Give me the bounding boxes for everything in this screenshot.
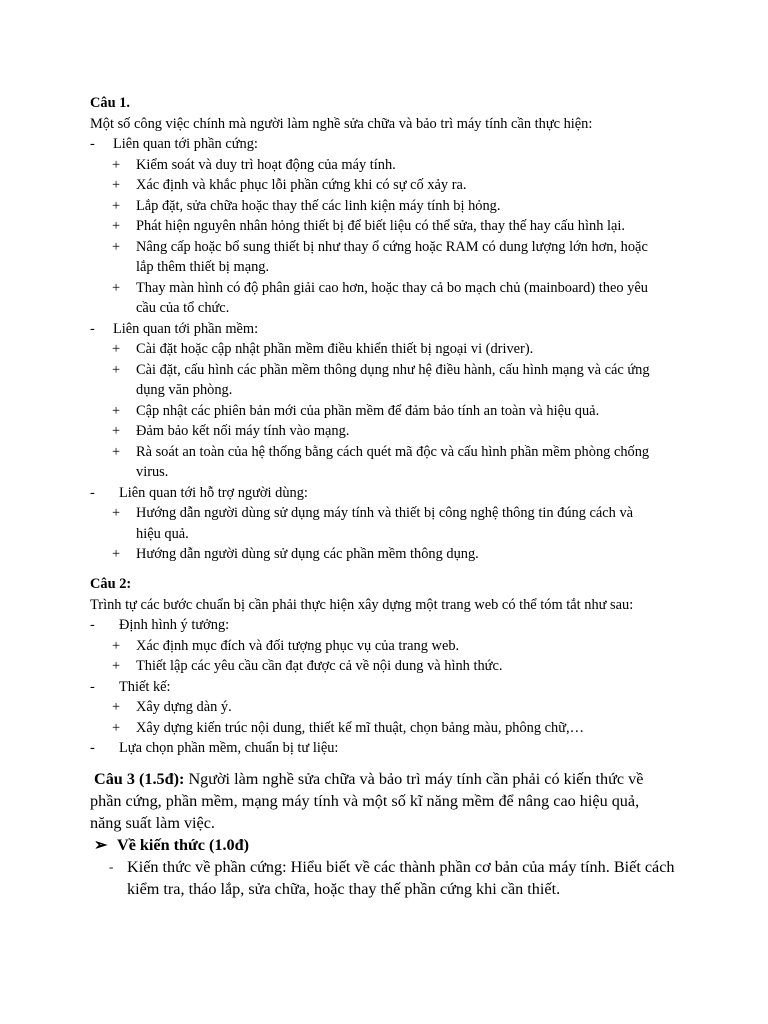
plus-bullet: + (112, 443, 121, 460)
group-label: - Liên quan tới hỗ trợ người dùng: (90, 483, 690, 504)
dash-bullet: - (90, 740, 95, 756)
list-item: + Thay màn hình có độ phân giải cao hơn, hoặc thay cả bo mạch chủ (mainboard) theo yêu (90, 278, 690, 299)
group-label: - Liên quan tới phần mềm: (90, 319, 690, 340)
plus-bullet: + (112, 637, 121, 654)
plus-bullet: + (112, 423, 121, 439)
list-item: + Thiết lập các yêu cầu cần đạt được cả về nội dung và hình thức. (90, 656, 690, 677)
question-3 (90, 768, 690, 900)
list-item: + Lắp đặt, sửa chữa hoặc thay thế các linh kiện máy tính bị hỏng. (90, 196, 690, 217)
question-2-intro: Trình tự các bước chuẩn bị cần phải thực hiện xây dựng một trang web có thể tóm tắt như sau: (90, 596, 634, 613)
list-item: + Phát hiện nguyên nhân hỏng thiết bị để biết liệu có thể sửa, thay thế hay cấu hình lại. (90, 216, 690, 237)
group-label: - Thiết kế: (90, 677, 690, 698)
list-item-continuation: dụng văn phòng. (136, 382, 233, 398)
plus-bullet: + (112, 279, 121, 296)
dash-bullet: - (90, 136, 95, 152)
plus-bullet: + (112, 177, 121, 193)
list-item: + Rà soát an toàn của hệ thống bằng cách quét mã độc và cấu hình phần mềm phòng chống (90, 442, 690, 463)
group-label: - Lựa chọn phần mềm, chuẩn bị tư liệu: (90, 738, 690, 759)
list-item-continuation: lắp thêm thiết bị mạng. (136, 259, 270, 275)
plus-bullet: + (112, 658, 121, 674)
list-item: + Hướng dẫn người dùng sử dụng máy tính và thiết bị công nghệ thông tin đúng cách và (90, 503, 690, 524)
list-item-continuation: hiệu quả. (136, 525, 189, 542)
list-item: + Đảm bảo kết nối máy tính vào mạng. (90, 421, 690, 442)
list-item-continuation: kiểm tra, tháo lắp, sửa chữa, hoặc thay thế phần cứng khi cần thiết. (127, 880, 561, 898)
list-item: + Xây dựng kiến trúc nội dung, thiết kế mĩ thuật, chọn bảng màu, phông chữ,… (90, 718, 690, 739)
dash-bullet: - (90, 484, 95, 501)
list-item: + Kiểm soát và duy trì hoạt động của máy tính. (90, 155, 690, 176)
subheading: ➢ Về kiến thức (1.0đ) (94, 836, 250, 854)
plus-bullet: + (112, 341, 121, 357)
list-item: - Kiến thức về phần cứng: Hiểu biết về các thành phần cơ bản của máy tính. Biết cách (109, 858, 675, 876)
question-1-title: Câu 1. (90, 95, 130, 111)
list-item: + Cài đặt, cấu hình các phần mềm thông dụng như hệ điều hành, cấu hình mạng và các ứng (90, 360, 690, 381)
list-item: + Hướng dẫn người dùng sử dụng các phần mềm thông dụng. (90, 544, 690, 565)
plus-bullet: + (112, 719, 121, 736)
list-item: + Xác định mục đích và đối tượng phục vụ của trang web. (90, 636, 690, 657)
list-item-continuation: virus. (136, 464, 169, 480)
list-item-continuation: cầu của tổ chức. (136, 300, 230, 316)
question-3-intro-line: năng suất làm việc. (90, 814, 215, 832)
arrow-bullet-icon: ➢ (94, 836, 108, 854)
plus-bullet: + (112, 402, 121, 419)
plus-bullet: + (112, 546, 121, 562)
group-label: - Liên quan tới phần cứng: (90, 134, 690, 155)
question-1 (90, 93, 690, 565)
plus-bullet: + (112, 197, 121, 214)
plus-bullet: + (112, 218, 121, 234)
list-item: + Xây dựng dàn ý. (90, 697, 690, 718)
question-2 (90, 574, 690, 759)
plus-bullet: + (112, 505, 121, 521)
question-1-intro: Một số công việc chính mà người làm nghề sửa chữa và bảo trì máy tính cần thực hiện: (90, 115, 593, 132)
dash-bullet: - (90, 320, 95, 337)
question-3-title: Câu 3 (1.5đ): (94, 770, 185, 788)
group-label: - Định hình ý tưởng: (90, 615, 690, 636)
list-item: + Xác định và khắc phục lỗi phần cứng khi có sự cố xảy ra. (90, 175, 690, 196)
question-3-intro-line: Câu 3 (1.5đ): Người làm nghề sửa chữa và bảo trì máy tính cần phải có kiến thức về (94, 770, 644, 788)
plus-bullet: + (112, 699, 121, 715)
question-3-intro-line: phần cứng, phần mềm, mạng máy tính và một số kĩ năng mềm để nâng cao hiệu quả, (90, 792, 640, 810)
list-item: + Cài đặt hoặc cập nhật phần mềm điều khiển thiết bị ngoại vi (driver). (90, 339, 690, 360)
dash-bullet: - (109, 859, 114, 874)
question-2-title: Câu 2: (90, 576, 132, 592)
list-item: + Cập nhật các phiên bản mới của phần mềm để đảm bảo tính an toàn và hiệu quả. (90, 401, 690, 422)
plus-bullet: + (112, 156, 121, 173)
dash-bullet: - (90, 617, 95, 633)
list-item: + Nâng cấp hoặc bổ sung thiết bị như thay ổ cứng hoặc RAM có dung lượng lớn hơn, hoặc (90, 237, 690, 258)
plus-bullet: + (112, 361, 121, 378)
dash-bullet: - (90, 678, 95, 695)
plus-bullet: + (112, 238, 121, 255)
